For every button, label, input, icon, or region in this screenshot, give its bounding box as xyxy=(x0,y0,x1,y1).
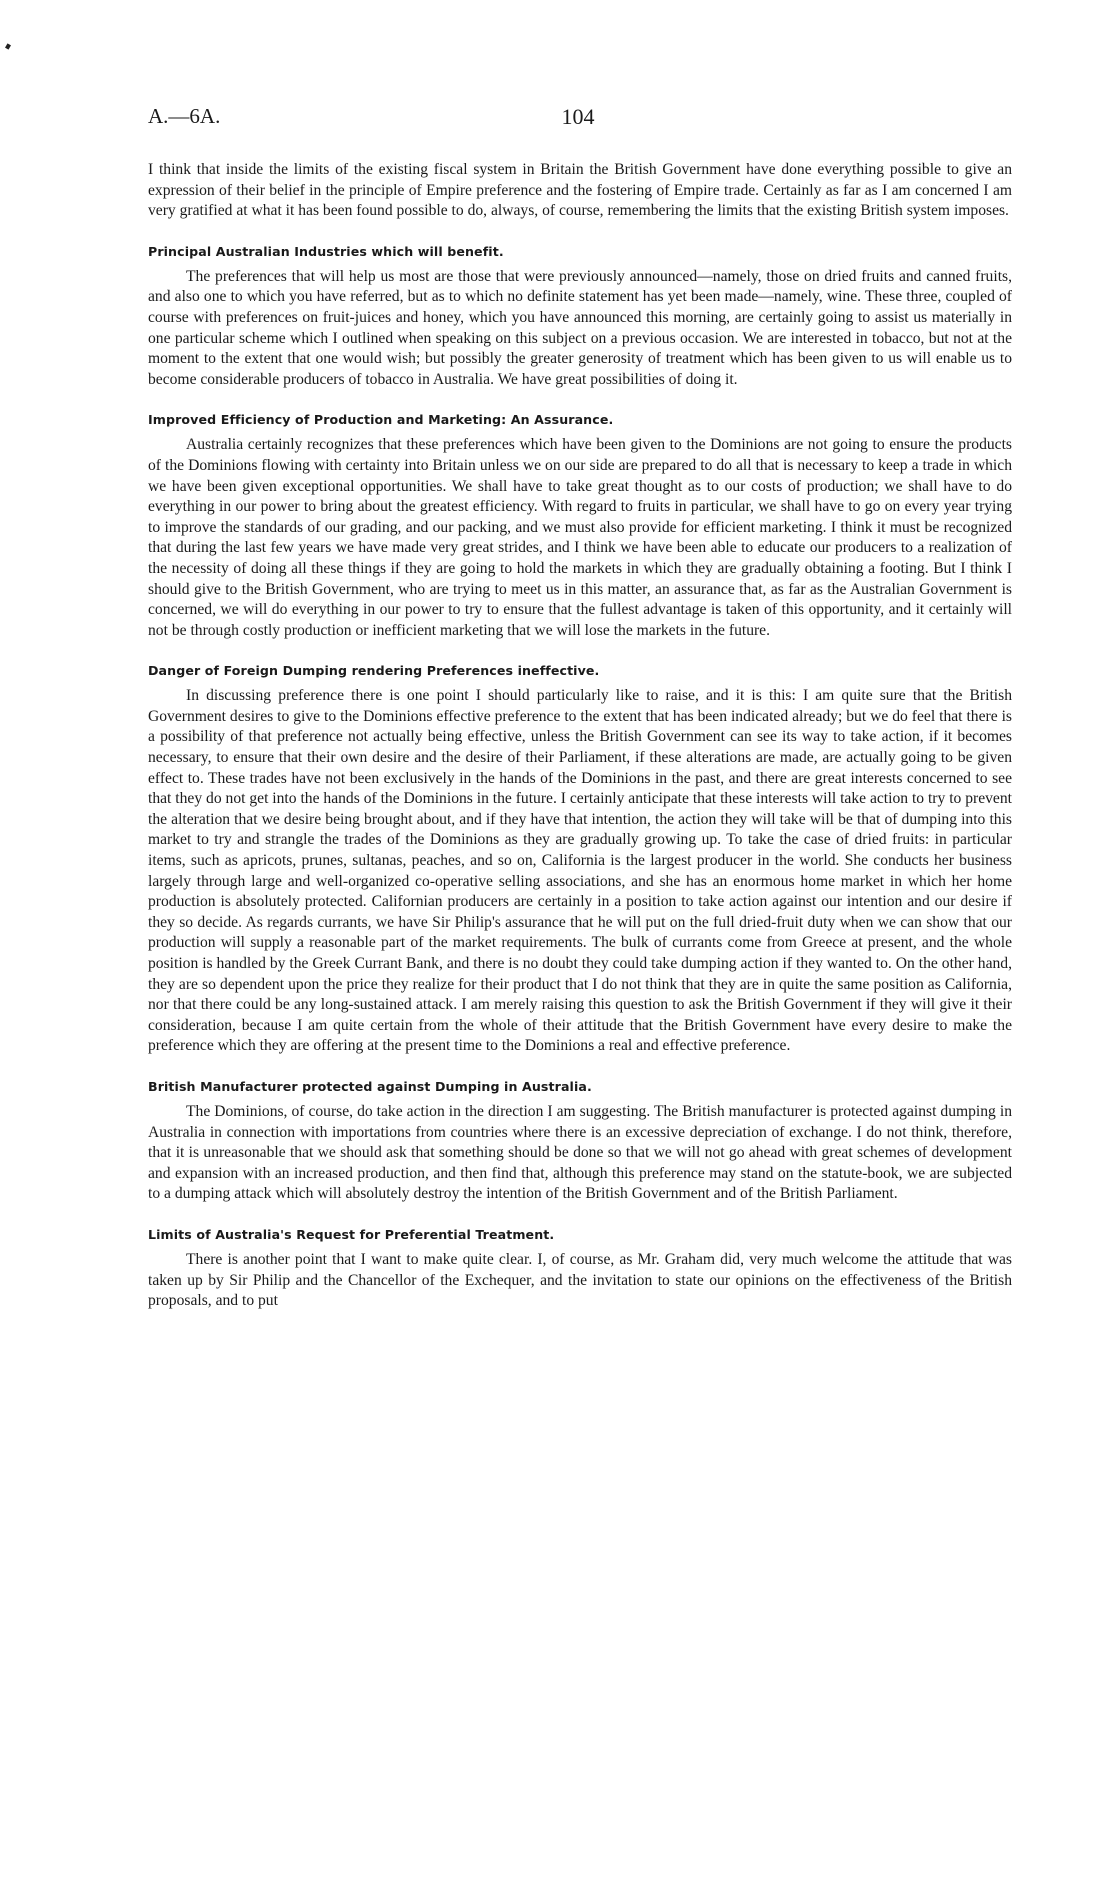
document-series-label: A.—6A. xyxy=(148,104,221,128)
section-paragraph-improved-efficiency: Australia certainly recognizes that these preferences which have been given to the Dominions are not going to ensure the products of the Dominions flowing with certainty into Britain unless we on our side are prepared to do all that is necessary to keep a trade in which we have been given exceptional opportunities. We shall have to take great thought as to our costs of production; we shall have to do everything in our power to bring about the greatest efficiency. With regard to fruits in particular, we shall have to go on every year trying to improve the standards of our grading, and our packing, and we must also provide for efficient marketing. I think it must be recognized that during the last few years we have made very great strides, and I think we have been able to educate our producers to a realization of the necessity of doing all these things if they are going to hold the markets in which they are gradually obtaining a footing. But I think I should give to the British Government, who are trying to meet us in this matter, an assurance that, as far as the Australian Government is concerned, we will do everything in our power to try to ensure that the fullest advantage is taken of this opportunity, and it certainly will not be through costly production or inefficient marketing that we will lose the markets in the future. xyxy=(148,436,1012,639)
section-paragraph-limits-of-request: There is another point that I want to make quite clear. I, of course, as Mr. Graham did, very much welcome the attitude that was taken up by Sir Philip and the Chancellor of the Exchequer, and the invitation to state our opinions on the effectiveness of the British proposals, and to put xyxy=(148,1250,1012,1310)
section-paragraph-foreign-dumping: In discussing preference there is one point I should particularly like to raise, and it is this: I am quite sure that the British Government desires to give to the Dominions effective preference to the extent that has been indicated already; but we do feel that there is a possibility of that preference not actually being effective, unless the British Government can see its way to take action, if it becomes necessary, to ensure that their own desire and the desire of their Parliament, if these alterations are made, are actually going to be given effect to. These trades have not been exclusively in the hands of the Dominions in the past, and there are great interests concerned to see that they do not get into the hands of the Dominions in the future. I certainly anticipate that these interests will take action to try to prevent the alteration that we desire being brought about, and if they have that intention, the action they will take will be that of dumping into this market to try and strangle the trades of the Dominions as they are gradually growing up. To take the case of dried fruits: in particular items, such as apricots, prunes, sultanas, peaches, and so on, California is the largest producer in the world. She conducts her business largely through large and well-organized co-operative selling associations, and she has an enormous home market in which her home production is absolutely protected. Californian producers are certainly in a position to take action against our intention and our desire if they so decide. As regards currants, we have Sir Philip's assurance that he will put on the full dried-fruit duty when we can show that our production will supply a reasonable part of the market requirements. The bulk of currants come from Greece at present, and the whole position is handled by the Greek Currant Bank, and there is no doubt they could take dumping action if they wanted to. On the other hand, they are so dependent upon the price they realize for their product that I do not think that they are in quite the same position as California, nor that there could be any long-sustained attack. I am merely raising this question to ask the British Government if they will give it their consideration, because I am quite certain from the whole of their attitude that the British Government have every desire to make the preference which they are offering at the present time to the Dominions a real and effective preference. xyxy=(148,687,1012,1055)
scan-mark xyxy=(5,43,11,49)
section-heading-british-manufacturer: British Manufacturer protected against Dumping in Australia. xyxy=(148,1078,592,1094)
page-number: 104 xyxy=(561,104,595,129)
section-heading-limits-of-request: Limits of Australia's Request for Preferential Treatment. xyxy=(148,1226,555,1242)
section-paragraph-principal-industries: The preferences that will help us most are those that were previously announced—namely, those on dried fruits and canned fruits, and also one to which you have referred, but as to which no definite statement has yet been made—namely, wine. These three, coupled of course with preferences on fruit-juices and honey, which you have announced this morning, are certainly going to assist us materially in one particular scheme which I outlined when speaking on this subject on a previous occasion. We are interested in tobacco, but not at the moment to the extent that one would wish; but possibly the greater generosity of treatment which has been given to us will enable us to become considerable producers of tobacco in Australia. We have great possibilities of doing it. xyxy=(148,267,1012,388)
section-heading-foreign-dumping: Danger of Foreign Dumping rendering Preferences ineffective. xyxy=(148,663,600,679)
page-header xyxy=(148,104,1008,134)
section-heading-principal-industries: Principal Australian Industries which will benefit. xyxy=(148,243,504,259)
intro-paragraph: I think that inside the limits of the existing fiscal system in Britain the British Government have done everything possible to give an expression of their belief in the principle of Empire preference and the fostering of Empire trade. Certainly as far as I am concerned I am very gratified at what it has been found possible to do, always, of course, remembering the limits that the existing British system imposes. xyxy=(148,161,1012,220)
section-paragraph-british-manufacturer: The Dominions, of course, do take action in the direction I am suggesting. The British manufacturer is protected against dumping in Australia in connection with importations from countries where there is an excessive depreciation of exchange. I do not think, therefore, that it is unreasonable that we should ask that something should be done so that we will not go ahead with great schemes of development and expansion with an increased production, and then find that, although this preference may stand on the statute-book, we are subjected to a dumping attack which will absolutely destroy the intention of the British Government and of the British Parliament. xyxy=(148,1102,1012,1203)
document-body xyxy=(148,160,1012,1312)
section-heading-improved-efficiency: Improved Efficiency of Production and Marketing: An Assurance. xyxy=(148,412,614,428)
